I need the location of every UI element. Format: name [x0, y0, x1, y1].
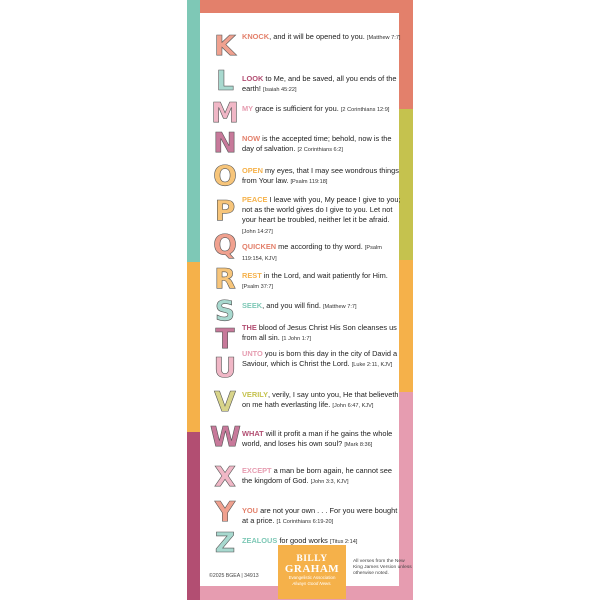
alphabet-letter: W [210, 420, 241, 453]
verse-keyword: UNTO [242, 349, 263, 358]
verse-reference: [Mark 8:36] [344, 442, 373, 449]
band-left-plum [187, 432, 200, 600]
alphabet-letter: V [214, 385, 236, 418]
verse-reference: [Luke 2:11, KJV] [351, 362, 393, 369]
verse-body: , and you will find. [262, 301, 321, 310]
logo-line-2: GRAHAM [284, 563, 340, 575]
verse-reference: [Titus 2:14] [329, 539, 358, 545]
alphabet-letter: Y [214, 495, 236, 528]
version-note: All verses from the New King James Version unless otherwise noted. [353, 559, 412, 576]
verse-keyword: VERILY [242, 390, 269, 399]
verse-text [242, 242, 402, 264]
verse-text [242, 301, 402, 312]
alphabet-letter: U [213, 351, 237, 384]
alphabet-letter: O [213, 159, 237, 192]
verse-body: , and it will be opened to you. [269, 32, 365, 41]
alphabet-letter: S [214, 294, 236, 327]
verse-body: I leave with you, My peace I give to you; not as the world gives do I give to you. Let not your heart be troubled, neither let it be afraid. [242, 195, 401, 225]
verse-text [242, 323, 402, 344]
verse-text [242, 74, 402, 95]
logo-tagline: Always Good News. [292, 581, 332, 586]
verse-body: blood of Jesus Christ His Son cleanses us from all sin. [242, 323, 397, 343]
verse-keyword: QUICKEN [242, 242, 277, 251]
verse-text [242, 134, 402, 155]
verse-keyword: NOW [242, 134, 261, 143]
verse-reference: [1 Corinthians 6:19-20] [276, 519, 334, 526]
verse-body: to Me, and be saved, all you ends of the earth! [242, 74, 397, 94]
content-panel [200, 13, 412, 586]
verse-keyword: LOOK [242, 74, 264, 83]
logo-line-1: BILLY [296, 554, 328, 564]
verse-keyword: OPEN [242, 166, 263, 175]
verse-text [242, 195, 402, 237]
verse-reference: [John 3:3, KJV] [310, 479, 349, 486]
verse-body: in the Lord, and wait patiently for Him. [261, 271, 388, 280]
alphabet-letter: P [214, 194, 236, 227]
verse-keyword: REST [242, 271, 262, 280]
verse-text [242, 506, 402, 527]
verse-reference: [Matthew 7:7] [322, 304, 357, 310]
alphabet-letter: L [216, 64, 234, 97]
alphabet-letter: X [214, 460, 236, 493]
verse-text [242, 429, 402, 450]
verse-reference: [Psalm 119:18] [290, 179, 328, 186]
band-top-coral [200, 0, 413, 13]
verse-keyword: THE [242, 323, 257, 332]
alphabet-letter: K [214, 29, 236, 62]
verse-keyword: KNOCK [242, 32, 270, 41]
verse-body: , verily, I say unto you, He that believeth on me hath everlasting life. [242, 390, 399, 410]
verse-keyword: PEACE [242, 195, 268, 204]
verse-reference: [2 Corinthians 12:9] [340, 107, 390, 113]
verse-body: for good works [277, 536, 328, 545]
verse-text [242, 466, 402, 487]
bookmark [187, 0, 413, 600]
alphabet-letter: Z [214, 526, 236, 559]
verse-text [242, 166, 402, 187]
alphabet-letter: R [214, 262, 236, 295]
alphabet-letter: M [211, 96, 239, 129]
billy-graham-logo [278, 545, 346, 599]
verse-body: is the accepted time; behold, now is the day of salvation. [242, 134, 392, 154]
band-left-teal [187, 0, 200, 262]
verse-body: my eyes, that I may see wondrous things from Your law. [242, 166, 399, 186]
verse-body: will it profit a man if he gains the whole world, and loses his own soul? [242, 429, 393, 449]
verse-body: me according to thy word. [276, 242, 363, 251]
verse-keyword: YOU [242, 506, 259, 515]
verse-text [242, 390, 402, 411]
verse-text [242, 271, 402, 292]
alphabet-letter: Q [213, 228, 237, 261]
alphabet-letter: N [213, 126, 237, 159]
verse-reference: [Psalm 37:7] [242, 284, 274, 291]
verse-body: you is born this day in the city of David a Saviour, which is Christ the Lord. [242, 349, 398, 369]
verse-body: grace is sufficient for you. [253, 104, 339, 113]
verse-keyword: ZEALOUS [242, 536, 278, 545]
verse-keyword: WHAT [242, 429, 264, 438]
alphabet-letter: T [215, 322, 235, 355]
verse-text [242, 32, 402, 43]
verse-reference: [2 Corinthians 6:2] [297, 147, 343, 154]
verse-reference: [John 6:47, KJV] [332, 403, 374, 410]
logo-line-3: Evangelistic Association [288, 575, 336, 580]
verse-text [242, 104, 402, 115]
verse-body: a man be born again, he cannot see the kingdom of God. [242, 466, 392, 486]
verse-keyword: SEEK [242, 301, 263, 310]
verse-reference: [Matthew 7:7] [366, 35, 401, 41]
verse-reference: [Psalm 119:154, KJV] [242, 245, 382, 263]
verse-text [242, 349, 402, 370]
verse-body: are not your own . . . For you were bought at a price. [242, 506, 398, 526]
band-left-gold [187, 262, 200, 432]
verse-reference: [John 14:27] [242, 228, 273, 235]
verse-keyword: EXCEPT [242, 466, 272, 475]
verse-reference: [1 John 1:7] [281, 336, 312, 343]
verse-keyword: MY [242, 104, 254, 113]
verse-reference: [Isaiah 45:22] [262, 87, 297, 94]
copyright-code: ©2025 BGEA | 34913 [209, 573, 259, 579]
